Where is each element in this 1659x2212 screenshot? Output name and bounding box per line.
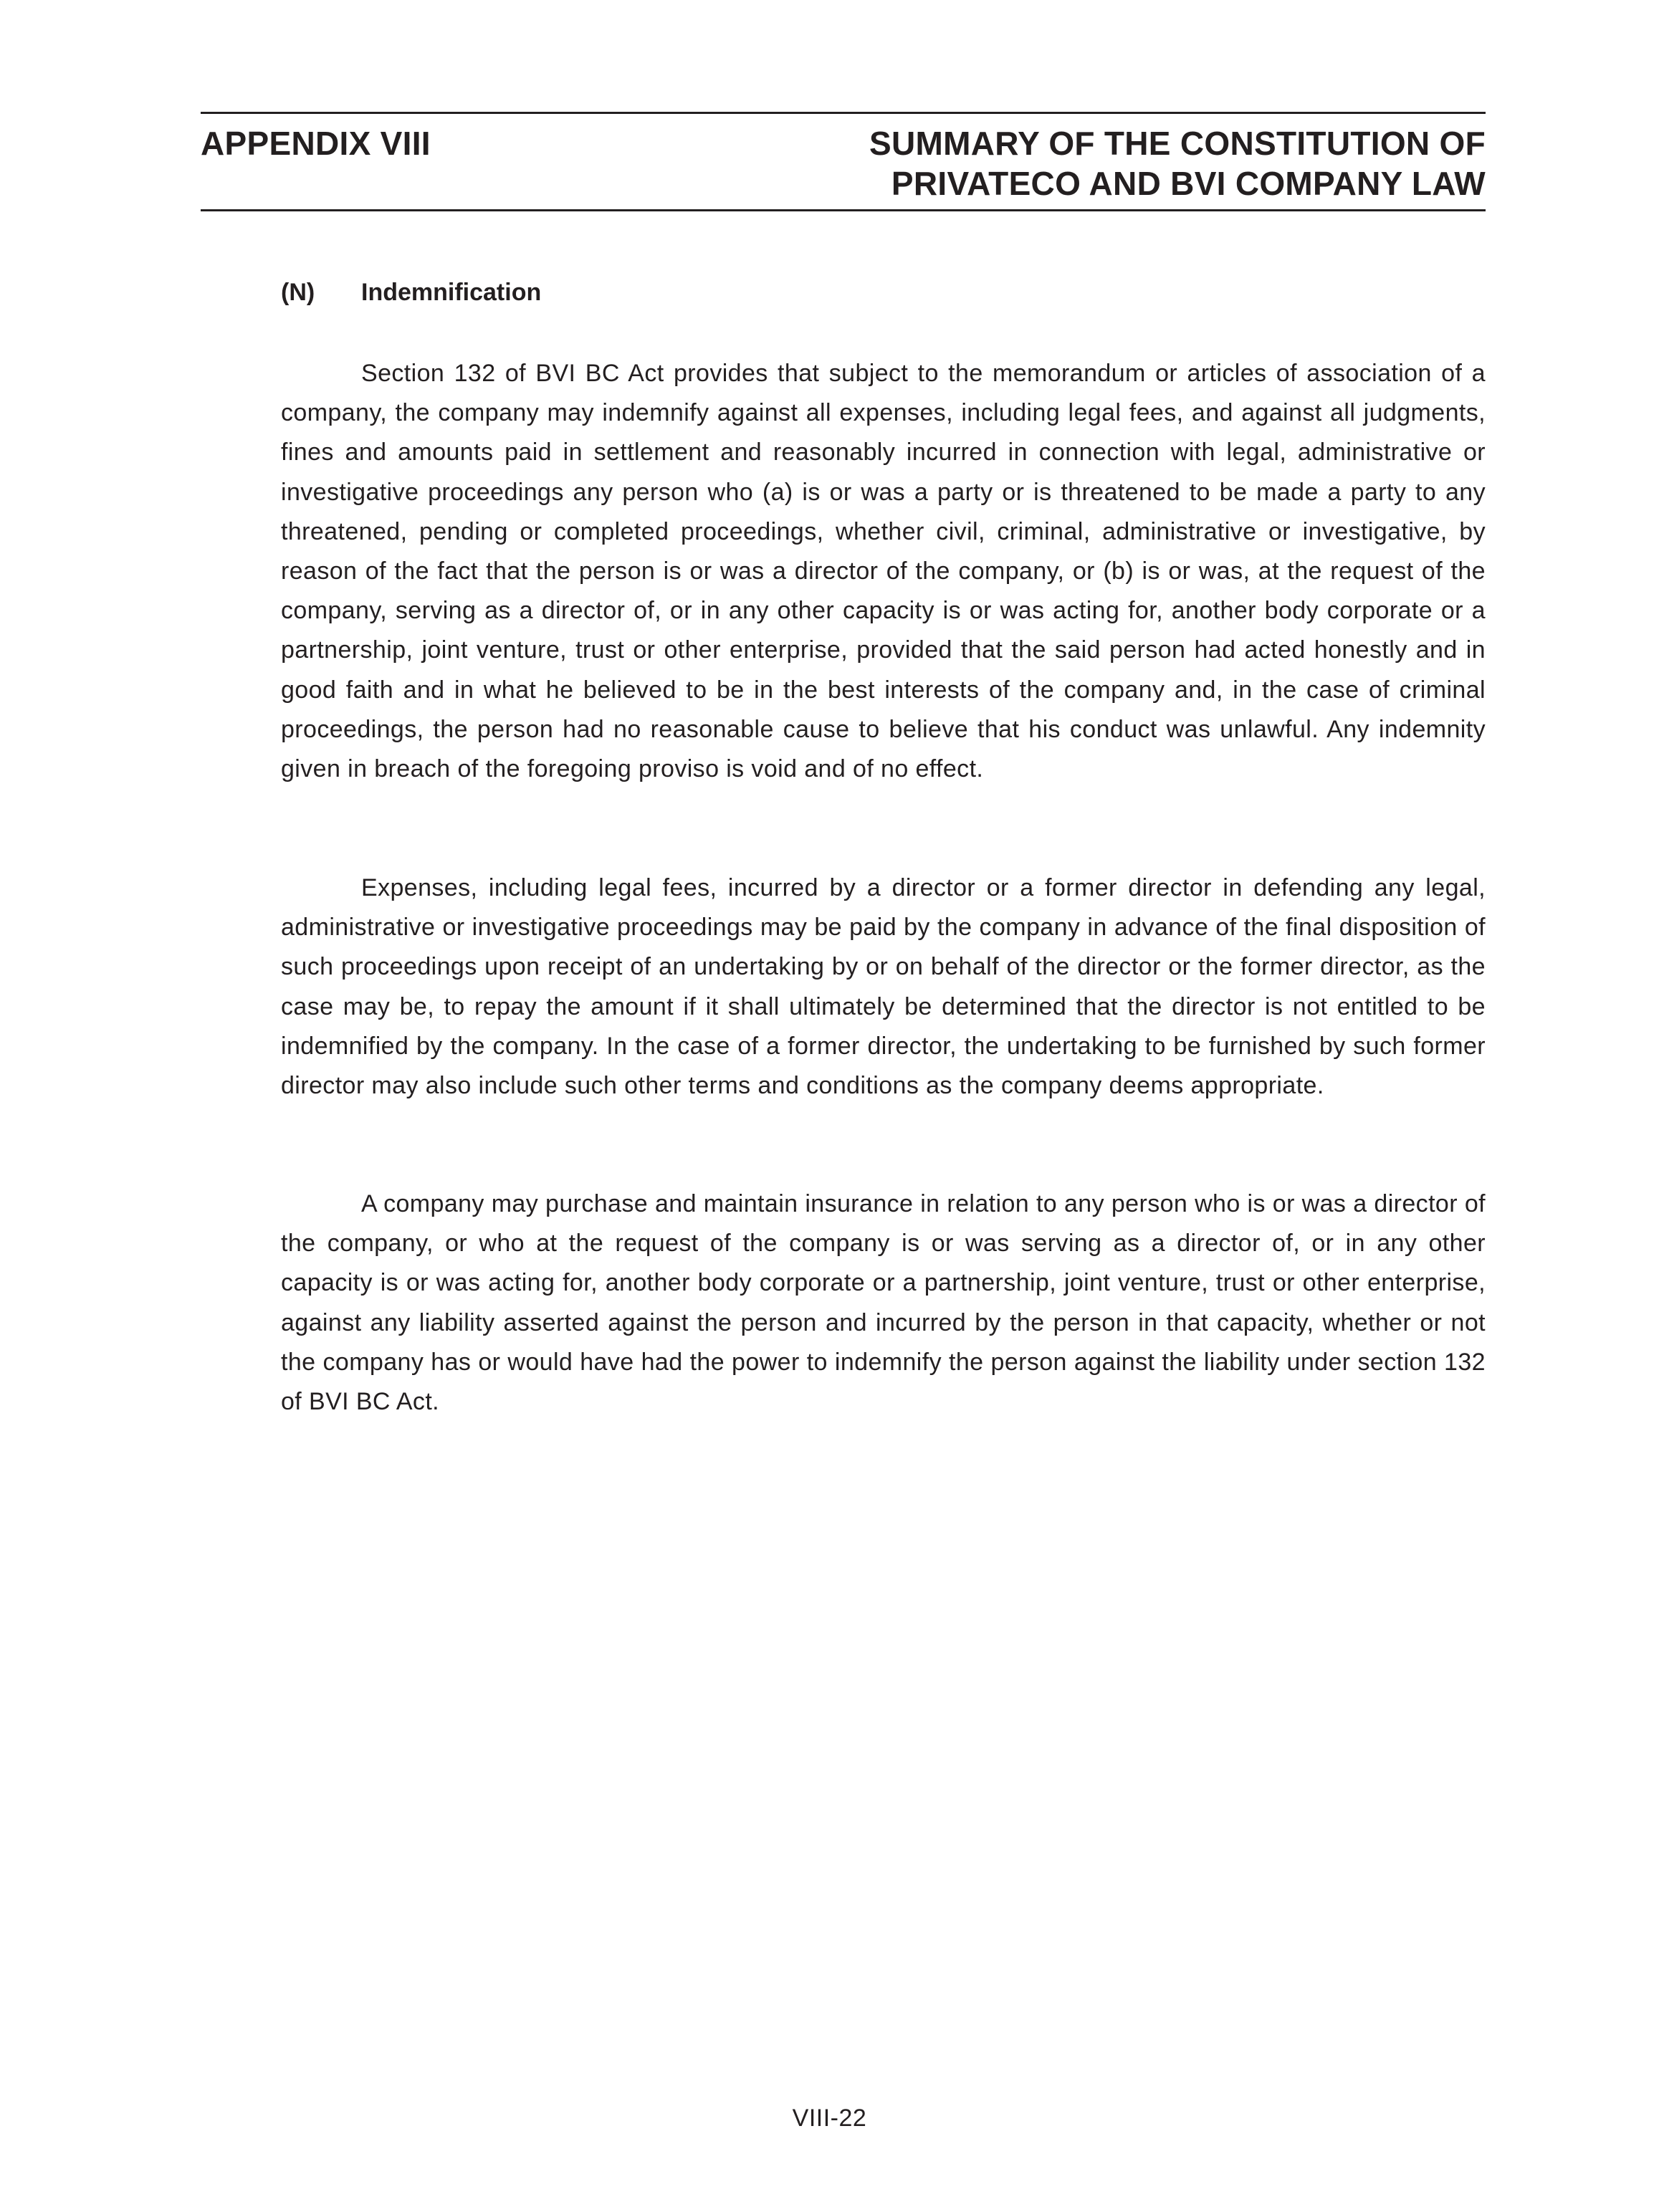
section-title: Indemnification — [361, 279, 542, 306]
paragraph-insurance: A company may purchase and maintain insurance in relation to any person who is or was a director of the company, or who at the request of the company is or was serving as a director of, or in any other capacity is or was acting for, another body corporate or a partnership, joint venture, trust or other enterprise, against any liability asserted against the person and incurred by the person in that capacity, whether or not the company has or would have had the power to indemnify the person against the liability under section 132 of BVI BC Act. — [281, 1190, 1486, 1416]
appendix-title: APPENDIX VIII — [201, 125, 431, 162]
header-bottom-rule — [201, 209, 1486, 211]
paragraph-indemnity-provision: Section 132 of BVI BC Act provides that subject to the memorandum or articles of association of a company, the company may indemnify against all expenses, including legal fees, and against all judgments, fines and amounts paid in settlement and reasonably incurred in connection with legal, administrative or investigative proceedings any person who (a) is or was a party or is threatened to be made a party to any threatened, pending or completed proceedings, whether civil, criminal, administrative or investigative, by reason of the fact that the person is or was a director of the company, or (b) is or was, at the request of the company, serving as a director of, or in any other capacity is or was acting for, another body corporate or a partnership, joint venture, trust or other enterprise, provided that the said person had acted honestly and in good faith and in what he believed to be in the best interests of the company and, in the case of criminal proceedings, the person had no reasonable cause to believe that his conduct was unlawful. Any indemnity given in breach of the foregoing proviso is void and of no effect. — [281, 360, 1486, 783]
document-title — [697, 123, 1486, 204]
section-heading — [281, 277, 541, 308]
document-title-line-2: PRIVATECO AND BVI COMPANY LAW — [891, 165, 1486, 202]
document-title-line-1: SUMMARY OF THE CONSTITUTION OF — [869, 125, 1486, 162]
paragraph-expenses-advance: Expenses, including legal fees, incurred by a director or a former director in defending any legal, administrative or investigative proceedings may be paid by the company in advance of the final disposition of such proceedings upon receipt of an undertaking by or on behalf of the director or the former director, as the case may be, to repay the amount if it shall ultimately be determined that the director is not entitled to be indemnified by the company. In the case of a former director, the undertaking to be furnished by such former director may also include such other terms and conditions as the company deems appropriate. — [281, 874, 1486, 1100]
section-number: (N) — [281, 279, 315, 306]
page-number: VIII-22 — [792, 2105, 867, 2132]
header-top-rule — [201, 112, 1486, 114]
